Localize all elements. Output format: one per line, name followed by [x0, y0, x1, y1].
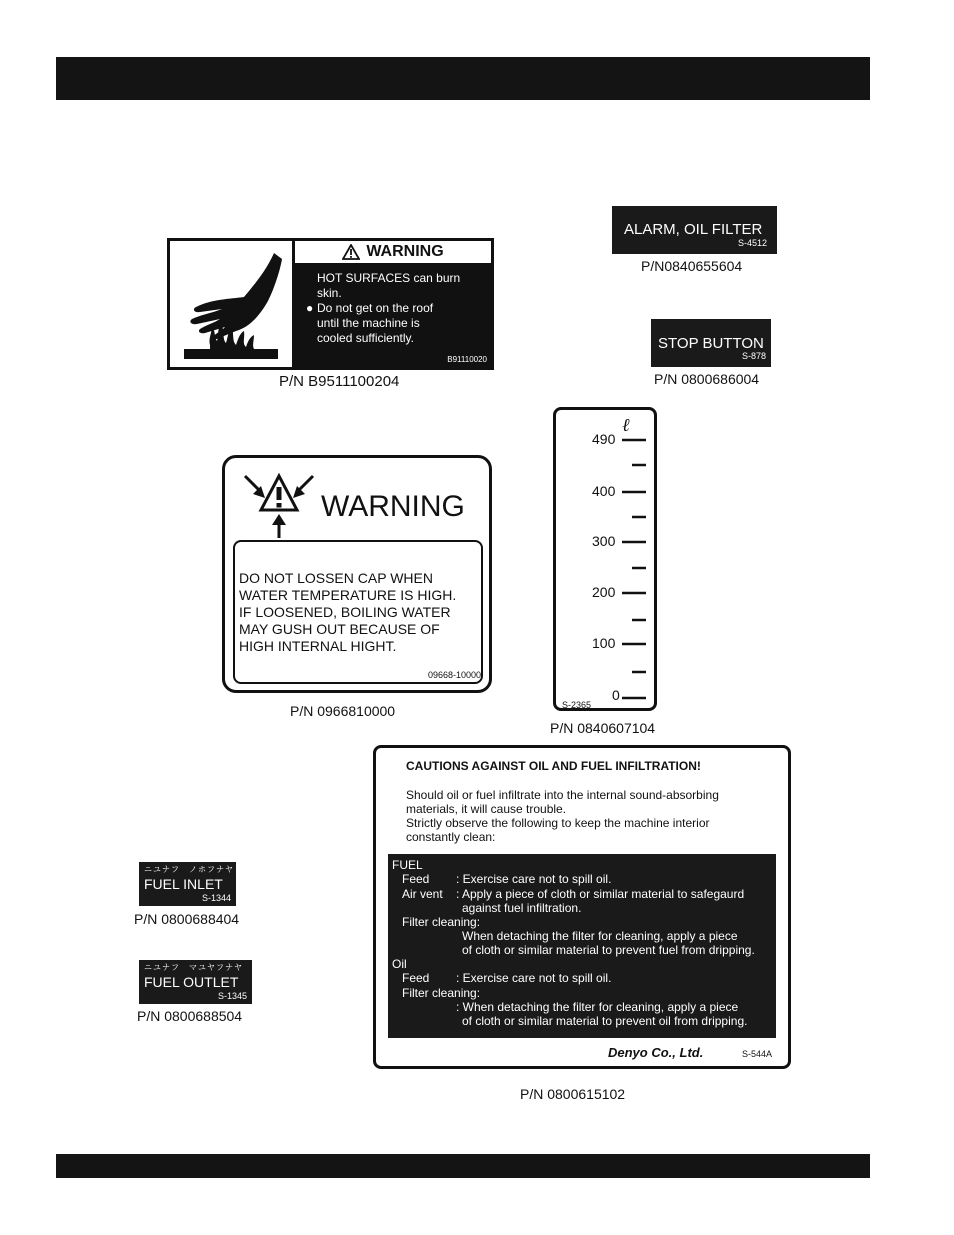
caution-intro-line: Should oil or fuel infiltrate into the internal sound-absorbing — [406, 788, 719, 802]
header-bar — [56, 57, 870, 100]
japanese-text: ニユナフ マユヤフナヤ — [144, 963, 243, 972]
caution-instruction-box — [388, 854, 776, 1038]
fuel-level-gauge-label — [553, 407, 657, 711]
oil-fuel-caution-label — [373, 745, 791, 1069]
section-heading: Oil — [392, 957, 407, 971]
hot-line: cooled sufficiently. — [317, 331, 414, 345]
label-code: S-2365 — [562, 700, 592, 710]
warning-header-text: WARNING — [366, 243, 444, 260]
item-name: Feed — [402, 872, 430, 886]
hot-line: until the machine is — [317, 316, 420, 330]
gauge-tick-label: 490 — [592, 431, 616, 447]
part-number: P/N B9511100204 — [279, 373, 400, 390]
caution-intro-line: Strictly observe the following to keep the machine interior — [406, 816, 710, 830]
gauge-tick-label: 0 — [612, 687, 620, 703]
warning-title: WARNING — [321, 490, 465, 523]
label-code: B91110020 — [447, 355, 487, 364]
message-line: MAY GUSH OUT BECAUSE OF — [239, 621, 440, 637]
bullet-icon: ● — [306, 301, 314, 315]
part-number: P/N 0800688404 — [134, 911, 240, 927]
item-text: of cloth or similar material to prevent fuel from dripping. — [462, 943, 755, 957]
gauge-tick-label: 300 — [592, 533, 616, 549]
fuel-outlet-label — [139, 960, 252, 1004]
item-name: Filter cleaning: — [402, 986, 481, 1000]
part-number: P/N 0800615102 — [520, 1086, 626, 1102]
hot-surface-text-panel — [295, 265, 491, 367]
label-text: FUEL INLET — [144, 876, 223, 892]
label-code: S-878 — [741, 351, 766, 361]
warning-message — [239, 570, 456, 655]
warning-arrows-icon — [241, 470, 321, 540]
item-text: When detaching the filter for cleaning, apply a piece — [462, 929, 738, 943]
item-name: Feed — [402, 971, 430, 985]
message-line: WATER TEMPERATURE IS HIGH. — [239, 587, 457, 603]
label-code: S-4512 — [737, 238, 767, 248]
item-text: : When detaching the filter for cleaning, apply a piece — [456, 1000, 739, 1014]
item-text: : Exercise care not to spill oil. — [456, 971, 612, 985]
gauge-tick-label: 200 — [592, 584, 616, 600]
alarm-oil-filter-label — [612, 206, 777, 254]
part-number: P/N0840655604 — [641, 258, 743, 274]
hot-line: Do not get on the roof — [317, 301, 434, 315]
message-line: IF LOOSENED, BOILING WATER — [239, 604, 451, 620]
gauge-unit: ℓ — [622, 415, 630, 436]
item-text: of cloth or similar material to prevent oil from dripping. — [462, 1014, 748, 1028]
label-code: S-1344 — [201, 893, 231, 903]
hot-line: HOT SURFACES can burn — [317, 271, 461, 285]
caution-title: CAUTIONS AGAINST OIL AND FUEL INFILTRATION! — [406, 759, 701, 773]
part-number: P/N 0840607104 — [550, 720, 656, 736]
item-text: : Exercise care not to spill oil. — [456, 872, 612, 886]
label-text: ALARM, OIL FILTER — [624, 221, 763, 238]
item-name: Filter cleaning: — [402, 915, 481, 929]
footer-bar — [56, 1154, 870, 1178]
label-code: 09668-10000 — [427, 670, 481, 680]
warning-triangle-icon — [342, 244, 360, 260]
hot-surface-warning-label — [167, 238, 494, 370]
item-name: Air vent — [402, 887, 443, 901]
label-text: FUEL OUTLET — [144, 974, 239, 990]
hot-line: skin. — [317, 286, 342, 300]
hot-surface-hand-icon — [170, 241, 295, 367]
section-heading: FUEL — [392, 858, 423, 872]
label-text: STOP BUTTON — [658, 335, 764, 352]
gauge-tick-label: 400 — [592, 483, 616, 499]
gauge-tick-marks — [556, 410, 654, 708]
label-code: S-544A — [742, 1049, 773, 1059]
part-number: P/N 0800686004 — [654, 371, 760, 387]
caution-intro-line: materials, it will cause trouble. — [406, 802, 567, 816]
part-number: P/N 0966810000 — [290, 703, 396, 719]
stop-button-label — [651, 319, 771, 367]
part-number: P/N 0800688504 — [137, 1008, 243, 1024]
water-temperature-warning-label — [222, 455, 492, 693]
label-code: S-1345 — [217, 991, 247, 1001]
caution-intro-line: constantly clean: — [406, 830, 496, 844]
brand-name: Denyo Co., Ltd. — [608, 1045, 704, 1060]
fuel-inlet-label — [139, 862, 236, 906]
item-text: : Apply a piece of cloth or similar material to safegaurd — [456, 887, 745, 901]
gauge-tick-label: 100 — [592, 635, 616, 651]
japanese-text: ニユナフ ノホフナヤ — [144, 865, 234, 874]
warning-header — [295, 241, 491, 265]
message-line: DO NOT LOSSEN CAP WHEN — [239, 570, 433, 586]
item-text: against fuel infiltration. — [462, 901, 582, 915]
message-line: HIGH INTERNAL HIGHT. — [239, 638, 397, 654]
